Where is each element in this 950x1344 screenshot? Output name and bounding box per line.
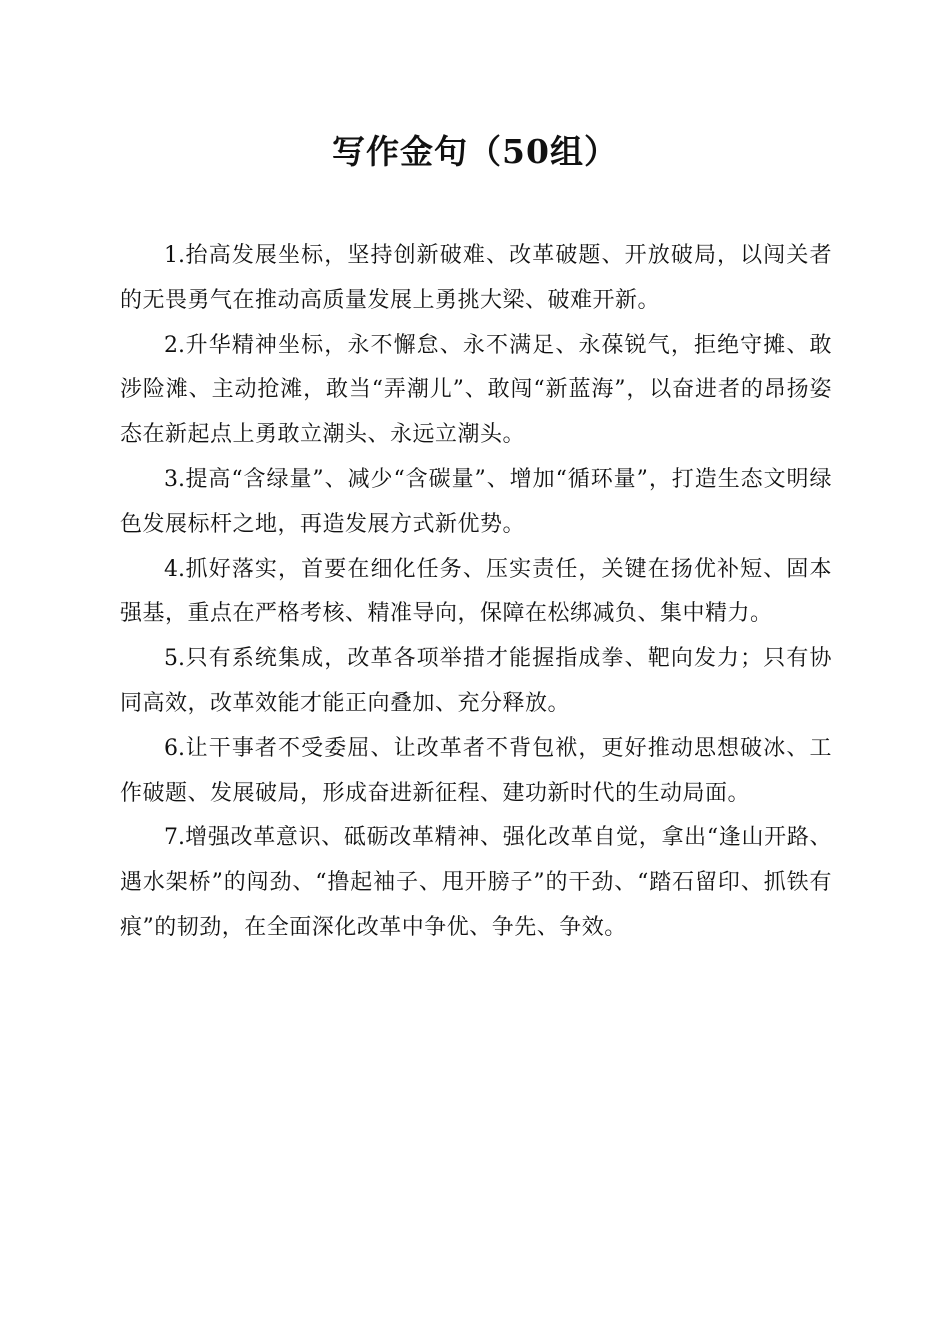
item-number: 7. bbox=[164, 825, 185, 851]
item-number: 2. bbox=[164, 332, 185, 358]
item-text: 让干事者不受委屈、让改革者不背包袱，更好推动思想破冰、工作破题、发展破局，形成奋进新征程、建功新时代的生动局面。 bbox=[120, 735, 832, 806]
list-item bbox=[120, 458, 832, 548]
list-item bbox=[120, 234, 832, 324]
list-item bbox=[120, 324, 832, 458]
item-number: 1. bbox=[164, 243, 185, 268]
item-number: 6. bbox=[164, 735, 185, 761]
item-text: 抬高发展坐标，坚持创新破难、改革破题、开放破局，以闯关者的无畏勇气在推动高质量发展上勇挑大梁、破难开新。 bbox=[120, 243, 832, 313]
item-text: 抓好落实，首要在细化任务、压实责任，关键在扬优补短、固本强基，重点在严格考核、精准导向，保障在松绑减负、集中精力。 bbox=[120, 556, 832, 627]
document-title: 写作金句（50组） bbox=[332, 132, 618, 171]
item-text: 增强改革意识、砥砺改革精神、强化改革自觉，拿出“逢山开路、遇水架桥”的闯劲、“撸起袖子、甩开膀子”的干劲、“踏石留印、抓铁有痕”的韧劲，在全面深化改革中争优、争先、争效。 bbox=[120, 825, 832, 940]
list-item bbox=[120, 816, 832, 950]
item-number: 3. bbox=[164, 466, 185, 492]
item-text: 只有系统集成，改革各项举措才能握指成拳、靶向发力；只有协同高效，改革效能才能正向叠加、充分释放。 bbox=[120, 646, 832, 716]
item-text: 升华精神坐标，永不懈怠、永不满足、永葆锐气，拒绝守摊、敢涉险滩、主动抢滩，敢当“弄潮儿”、敢闯“新蓝海”，以奋进者的昂扬姿态在新起点上勇敢立潮头、永远立潮头。 bbox=[120, 332, 832, 448]
list-item bbox=[120, 727, 832, 817]
item-number: 4. bbox=[164, 556, 185, 582]
document-body bbox=[120, 234, 832, 951]
item-number: 5. bbox=[164, 646, 185, 672]
item-text: 提高“含绿量”、减少“含碳量”、增加“循环量”，打造生态文明绿色发展标杆之地，再造发展方式新优势。 bbox=[120, 466, 832, 537]
list-item bbox=[120, 548, 832, 638]
list-item bbox=[120, 637, 832, 727]
